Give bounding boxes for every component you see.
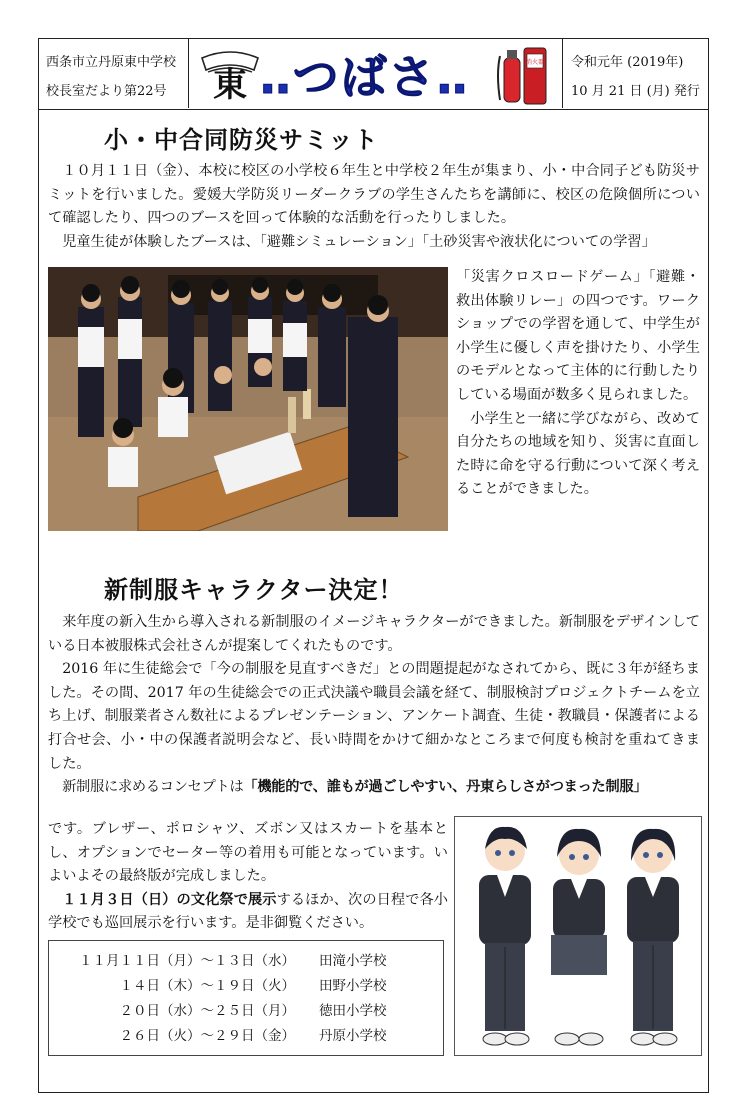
exhibition-schedule-box (48, 940, 444, 1056)
article2-para2: 2016 年に生徒総会で「今の制服を見直すべきだ」との問題提起がなされてから、既に３年が経ちました。その間、2017 年の生徒総会での正式決議や職員会議を経て、制服検討プロジェクトチームを立ち上げ、制服業者さん数社によるプレゼンテーション、アンケート調査、生徒・教職員・保護者による打合せ会、小・中の保護者説明会など、長い時間をかけて細かなところまで何度も検討を重ねてきました。 (48, 661, 700, 772)
masthead-logo (190, 38, 562, 108)
article1-para3: 「災害クロスロードゲーム」「避難・救出体験リレー」の四つです。ワークショップでの学習を通して、中学生が小学生に優しく声を掛けたり、小学生のモデルとなって主体的に行動したりしている場面が数多く見られました。 (456, 269, 700, 403)
issue-date: 10 月 21 日 (月) 発行 (571, 84, 700, 99)
article2-title: 新制服キャラクター決定！ (104, 576, 404, 604)
article2-para1: 来年度の新入生から導入される新制服のイメージキャラクターができました。新制服をデザインしている日本被服株式会社さんが提案してくれたものです。 (48, 614, 700, 654)
article1-para2: 児童生徒が体験したブースは、「避難シミュレーション」「土砂災害や液状化についての学習」 (62, 233, 656, 250)
concept-bold: 「機能的で、誰もが過ごしやすい、丹東らしさがつまった制服」 (243, 779, 648, 796)
school-emblem-icon (200, 44, 260, 102)
concept-lead: 新制服に求めるコンセプトは (62, 779, 244, 796)
disaster-summit-photo (48, 267, 448, 531)
schedule-row (49, 974, 443, 998)
article2-para3 (48, 776, 700, 800)
schedule-school: 田野小学校 (319, 978, 387, 994)
article1-title: 小・中合同防災サミット (104, 126, 379, 154)
school-name: 西条市立丹原東中学校 (46, 55, 177, 70)
schedule-dates: ２０日（水）～２５日（月） (119, 1003, 295, 1019)
summit-photo-image (48, 267, 448, 531)
article2-intro (48, 611, 700, 800)
culture-festival-rest: するほか、次の日程で各小学校でも巡回展示を行います。是非御覧ください。 (48, 891, 448, 932)
uniform-characters-image (455, 817, 701, 1055)
schedule-school: 田滝小学校 (319, 953, 387, 969)
fire-extinguisher-icon (494, 44, 550, 106)
schedule-school: 丹原小学校 (319, 1028, 387, 1044)
article1-side-text (456, 266, 700, 502)
article1-para4: 小学生と一緒に学びながら、改めて自分たちの地域を知り、災害に直面した時に命を守る行動について深く考えることができました。 (456, 410, 700, 498)
schedule-row (49, 1024, 443, 1048)
header-left-box (38, 38, 189, 108)
schedule-dates: １１月１１日（月）～１３日（水） (79, 953, 295, 969)
uniform-characters-illustration (454, 816, 702, 1056)
article2-para4: です。ブレザー、ポロシャツ、ズボン又はスカートを基本とし、オプションでセーター等の着用も可能となっています。いよいよその最終版が完成しました。 (48, 821, 448, 885)
culture-festival-bold: １１月３日（日）の文化祭で展示 (62, 891, 277, 908)
logo-kanji: 東 (213, 65, 247, 102)
header-right-box (562, 38, 709, 108)
article2-side-text (48, 818, 448, 936)
newsletter-number: 校長室だより第22号 (46, 84, 167, 99)
schedule-school: 徳田小学校 (319, 1003, 387, 1019)
schedule-row (49, 999, 443, 1023)
newsletter-header (38, 38, 709, 110)
extinguisher-label: 消火器 (525, 59, 545, 66)
article1-para1: １０月１１日（金）、本校に校区の小学校６年生と中学校２年生が集まり、小・中合同子ども防災サミットを行いました。愛媛大学防災リーダークラブの学生さんたちを講師に、校区の危険個所について確認したり、四つのブースを回って体験的な活動を行ったりしました。 (48, 163, 700, 227)
article1-intro (48, 160, 700, 254)
schedule-row (49, 949, 443, 973)
schedule-dates: １４日（木）～１９日（火） (119, 978, 295, 994)
schedule-dates: ２６日（火）～２９日（金） (119, 1028, 295, 1044)
article2-para5 (48, 889, 448, 936)
era-year: 令和元年 (2019年) (571, 55, 684, 70)
masthead-title: ‥つばさ‥ (260, 50, 470, 104)
